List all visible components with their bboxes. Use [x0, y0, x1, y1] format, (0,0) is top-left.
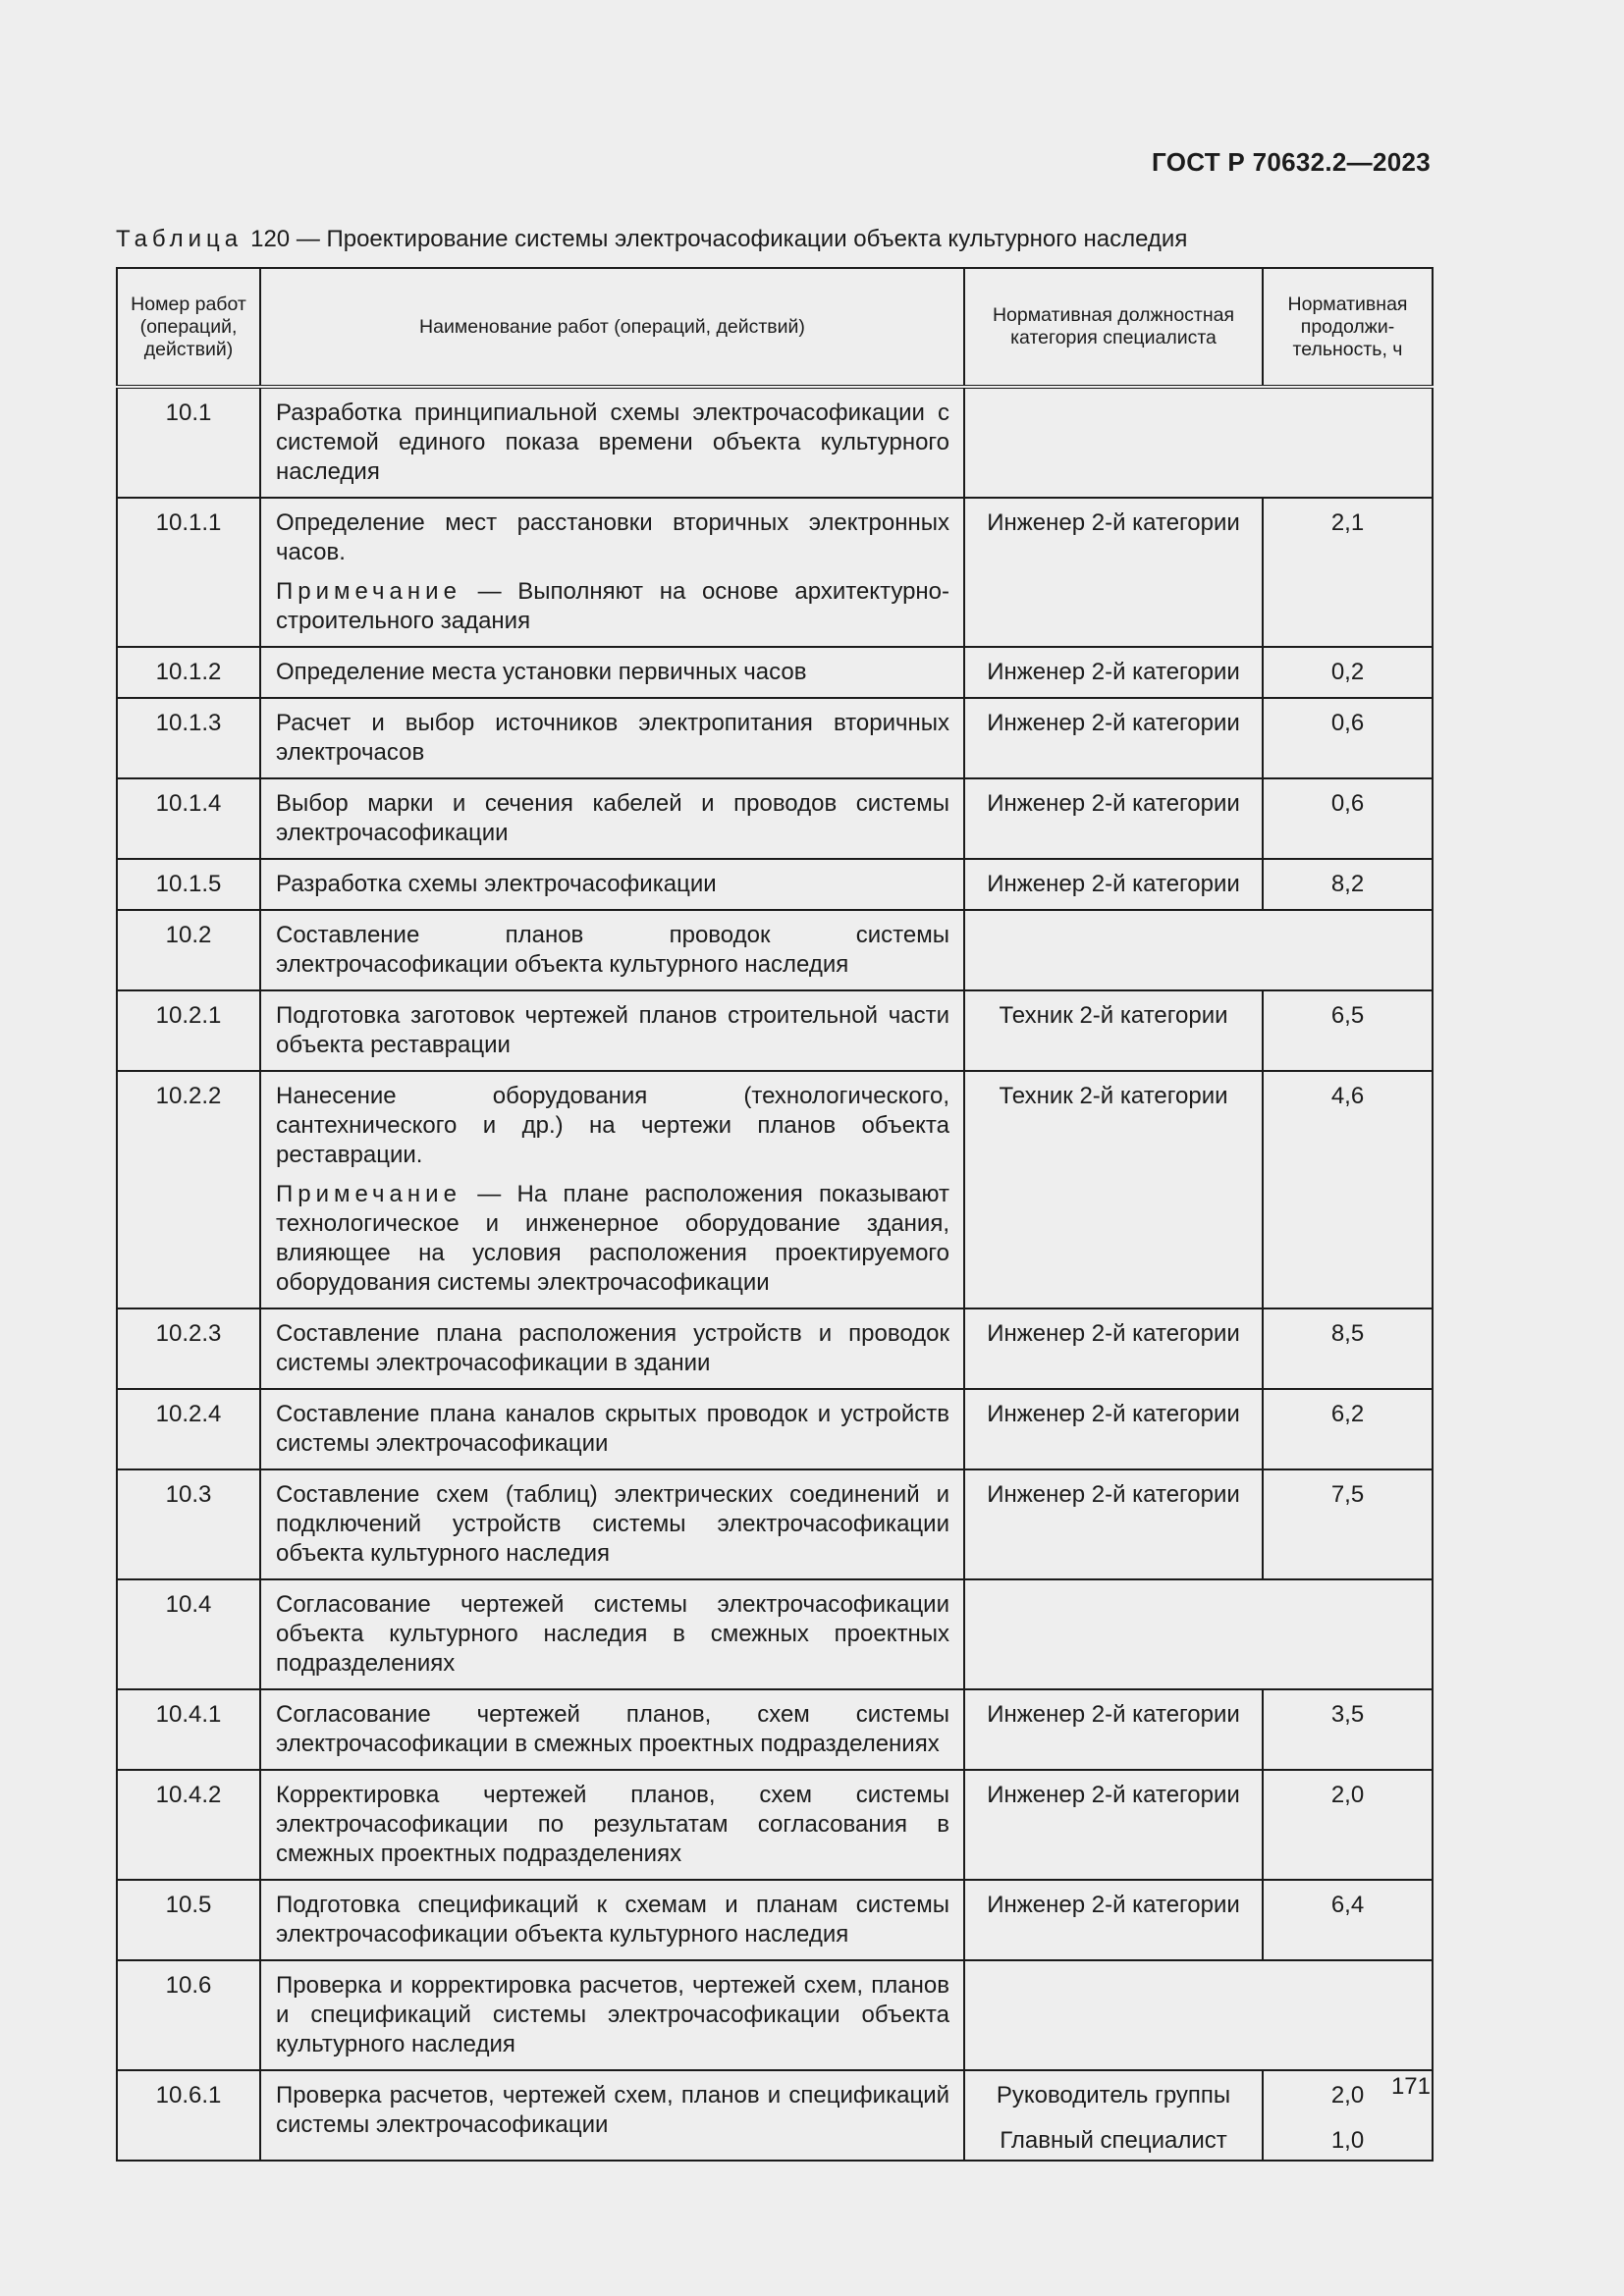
row-description [260, 990, 964, 1071]
row-duration [1263, 859, 1433, 910]
role-text: Инженер 2-й категории [987, 710, 1240, 736]
table-row [117, 647, 1433, 698]
row-note [276, 577, 949, 636]
table-row [117, 1389, 1433, 1469]
duration-value: 0,6 [1330, 710, 1365, 736]
row-number: 10.1.4 [117, 778, 260, 859]
note-label: Примечание [276, 1181, 461, 1207]
duration-value: 2,1 [1330, 509, 1365, 536]
table-row [117, 1960, 1433, 2070]
row-description-text: Расчет и выбор источников электропитания вторичных электрочасов [276, 710, 949, 766]
row-role [964, 498, 1263, 647]
row-role [964, 778, 1263, 859]
table-header-row [117, 268, 1433, 387]
row-description-text: Корректировка чертежей планов, схем системы электрочасофикации по результатам согласования в смежных проектных подразделениях [276, 1782, 949, 1867]
row-number: 10.6 [117, 1960, 260, 2070]
merged-empty-cell [964, 910, 1433, 990]
row-description-text: Разработка принципиальной схемы электрочасофикации с системой единого показа времени объекта культурного наследия [276, 400, 949, 485]
row-description [260, 387, 964, 498]
row-note [276, 1180, 949, 1298]
role-text: Инженер 2-й категории [987, 1782, 1240, 1808]
row-description-text: Определение мест расстановки вторичных электронных часов. [276, 509, 949, 565]
row-number: 10.2.2 [117, 1071, 260, 1308]
row-description [260, 910, 964, 990]
note-text: — Выполняют на основе архитектурно-строительного задания [276, 578, 950, 634]
row-duration [1263, 1071, 1433, 1308]
row-duration [1263, 990, 1433, 1071]
row-description [260, 1880, 964, 1960]
col-header-duration: Нормативная продолжи-тельность, ч [1263, 268, 1433, 387]
table-caption-prefix: Таблица [116, 226, 244, 252]
row-description [260, 498, 964, 647]
row-description-text: Проверка расчетов, чертежей схем, планов и спецификаций системы электрочасофикации [276, 2082, 949, 2138]
row-number: 10.1 [117, 387, 260, 498]
row-number: 10.1.3 [117, 698, 260, 778]
row-description-text: Составление схем (таблиц) электрических соединений и подключений устройств системы электрочасофикации объекта культурного наследия [276, 1481, 949, 1567]
row-role [964, 647, 1263, 698]
row-duration [1263, 778, 1433, 859]
row-role [964, 1389, 1263, 1469]
row-number: 10.4.1 [117, 1689, 260, 1770]
row-role [964, 2070, 1263, 2161]
duration-value: 1,0 [1330, 2127, 1365, 2154]
row-number: 10.3 [117, 1469, 260, 1579]
row-description-text: Проверка и корректировка расчетов, чертежей схем, планов и спецификаций системы электрочасофикации объекта культурного наследия [276, 1972, 949, 2057]
table-row [117, 778, 1433, 859]
row-duration [1263, 698, 1433, 778]
merged-empty-cell [964, 1960, 1433, 2070]
row-description [260, 698, 964, 778]
duration-value: 4,6 [1330, 1083, 1365, 1109]
row-number: 10.2.3 [117, 1308, 260, 1389]
table-row [117, 1308, 1433, 1389]
duration-value: 0,6 [1330, 790, 1365, 817]
role-text: Инженер 2-й категории [987, 1320, 1240, 1347]
row-number: 10.2.1 [117, 990, 260, 1071]
row-description [260, 778, 964, 859]
row-role [964, 698, 1263, 778]
table-row [117, 1071, 1433, 1308]
row-number: 10.2.4 [117, 1389, 260, 1469]
duration-value: 8,5 [1330, 1320, 1365, 1347]
row-description-text: Согласование чертежей системы электрочасофикации объекта культурного наследия в смежных проектных подразделениях [276, 1591, 949, 1677]
table-row [117, 1770, 1433, 1880]
row-number: 10.4 [117, 1579, 260, 1689]
row-number: 10.1.5 [117, 859, 260, 910]
role-text: Руководитель группы [996, 2082, 1231, 2109]
role-text: Инженер 2-й категории [987, 659, 1240, 685]
table-row [117, 498, 1433, 647]
duration-value: 6,5 [1330, 1002, 1365, 1029]
table-row [117, 910, 1433, 990]
role-text: Инженер 2-й категории [987, 1401, 1240, 1427]
table-row [117, 1579, 1433, 1689]
role-text: Техник 2-й категории [999, 1002, 1228, 1029]
role-text: Техник 2-й категории [999, 1083, 1228, 1109]
row-description [260, 1770, 964, 1880]
row-description [260, 1071, 964, 1308]
table-row [117, 698, 1433, 778]
row-description-text: Составление плана каналов скрытых проводок и устройств системы электрочасофикации [276, 1401, 949, 1457]
row-number: 10.4.2 [117, 1770, 260, 1880]
duration-value: 6,4 [1330, 1892, 1365, 1918]
row-duration [1263, 1469, 1433, 1579]
row-description [260, 859, 964, 910]
row-role [964, 1071, 1263, 1308]
row-number: 10.1.2 [117, 647, 260, 698]
table-caption [116, 226, 1187, 253]
col-header-num: Номер работ (операций, действий) [117, 268, 260, 387]
note-label: Примечание [276, 578, 461, 605]
col-header-role: Нормативная должностная категория специалиста [964, 268, 1263, 387]
role-text: Инженер 2-й категории [987, 1481, 1240, 1508]
norms-table [116, 267, 1434, 2162]
table-row [117, 1880, 1433, 1960]
duration-value: 3,5 [1330, 1701, 1365, 1728]
row-number: 10.6.1 [117, 2070, 260, 2161]
duration-value: 2,0 [1330, 1782, 1365, 1808]
row-role [964, 1689, 1263, 1770]
row-description [260, 1308, 964, 1389]
merged-empty-cell [964, 1579, 1433, 1689]
row-role [964, 859, 1263, 910]
row-duration [1263, 1389, 1433, 1469]
row-role [964, 990, 1263, 1071]
row-description-text: Составление планов проводок системы электрочасофикации объекта культурного наследия [276, 922, 949, 978]
row-description [260, 2070, 964, 2161]
row-role [964, 1770, 1263, 1880]
duration-value: 2,0 [1330, 2082, 1365, 2109]
duration-value: 0,2 [1330, 659, 1365, 685]
table-row [117, 859, 1433, 910]
row-description-text: Согласование чертежей планов, схем системы электрочасофикации в смежных проектных подразделениях [276, 1701, 949, 1757]
row-number: 10.2 [117, 910, 260, 990]
role-text: Инженер 2-й категории [987, 871, 1240, 897]
row-description [260, 1579, 964, 1689]
row-duration [1263, 1880, 1433, 1960]
row-description [260, 1389, 964, 1469]
table-row [117, 1689, 1433, 1770]
row-description-text: Разработка схемы электрочасофикации [276, 871, 717, 897]
row-description-text: Определение места установки первичных часов [276, 659, 807, 685]
duration-value: 6,2 [1330, 1401, 1365, 1427]
role-text: Инженер 2-й категории [987, 509, 1240, 536]
row-description-text: Подготовка заготовок чертежей планов строительной части объекта реставрации [276, 1002, 949, 1058]
table-row [117, 2070, 1433, 2161]
row-description [260, 647, 964, 698]
role-text: Инженер 2-й категории [987, 790, 1240, 817]
document-code: ГОСТ Р 70632.2—2023 [1152, 147, 1431, 177]
merged-empty-cell [964, 387, 1433, 498]
role-text: Инженер 2-й категории [987, 1892, 1240, 1918]
row-description-text: Выбор марки и сечения кабелей и проводов системы электрочасофикации [276, 790, 949, 846]
row-duration [1263, 498, 1433, 647]
table-row [117, 1469, 1433, 1579]
role-text: Главный специалист [1000, 2127, 1227, 2154]
row-description-text: Подготовка спецификаций к схемам и планам системы электрочасофикации объекта культурного наследия [276, 1892, 949, 1948]
table-caption-text: 120 — Проектирование системы электрочасофикации объекта культурного наследия [250, 226, 1188, 252]
table-row [117, 387, 1433, 498]
row-number: 10.1.1 [117, 498, 260, 647]
row-duration [1263, 1689, 1433, 1770]
col-header-name: Наименование работ (операций, действий) [260, 268, 964, 387]
table-row [117, 990, 1433, 1071]
duration-value: 7,5 [1330, 1481, 1365, 1508]
row-role [964, 1308, 1263, 1389]
row-description [260, 1960, 964, 2070]
row-duration [1263, 1770, 1433, 1880]
row-role [964, 1880, 1263, 1960]
row-duration [1263, 1308, 1433, 1389]
row-description-text: Составление плана расположения устройств и проводок системы электрочасофикации в здании [276, 1320, 949, 1376]
row-description-text: Нанесение оборудования (технологического, сантехнического и др.) на чертежи планов объекта реставрации. [276, 1083, 949, 1168]
note-text: — На плане расположения показывают технологическое и инженерное оборудование здания, влияющее на условия расположения проектируемого оборудования системы электрочасофикации [276, 1181, 950, 1296]
row-description [260, 1469, 964, 1579]
page-number: 171 [1390, 2073, 1431, 2100]
duration-value: 8,2 [1330, 871, 1365, 897]
role-text: Инженер 2-й категории [987, 1701, 1240, 1728]
row-role [964, 1469, 1263, 1579]
row-number: 10.5 [117, 1880, 260, 1960]
row-description [260, 1689, 964, 1770]
row-duration [1263, 647, 1433, 698]
